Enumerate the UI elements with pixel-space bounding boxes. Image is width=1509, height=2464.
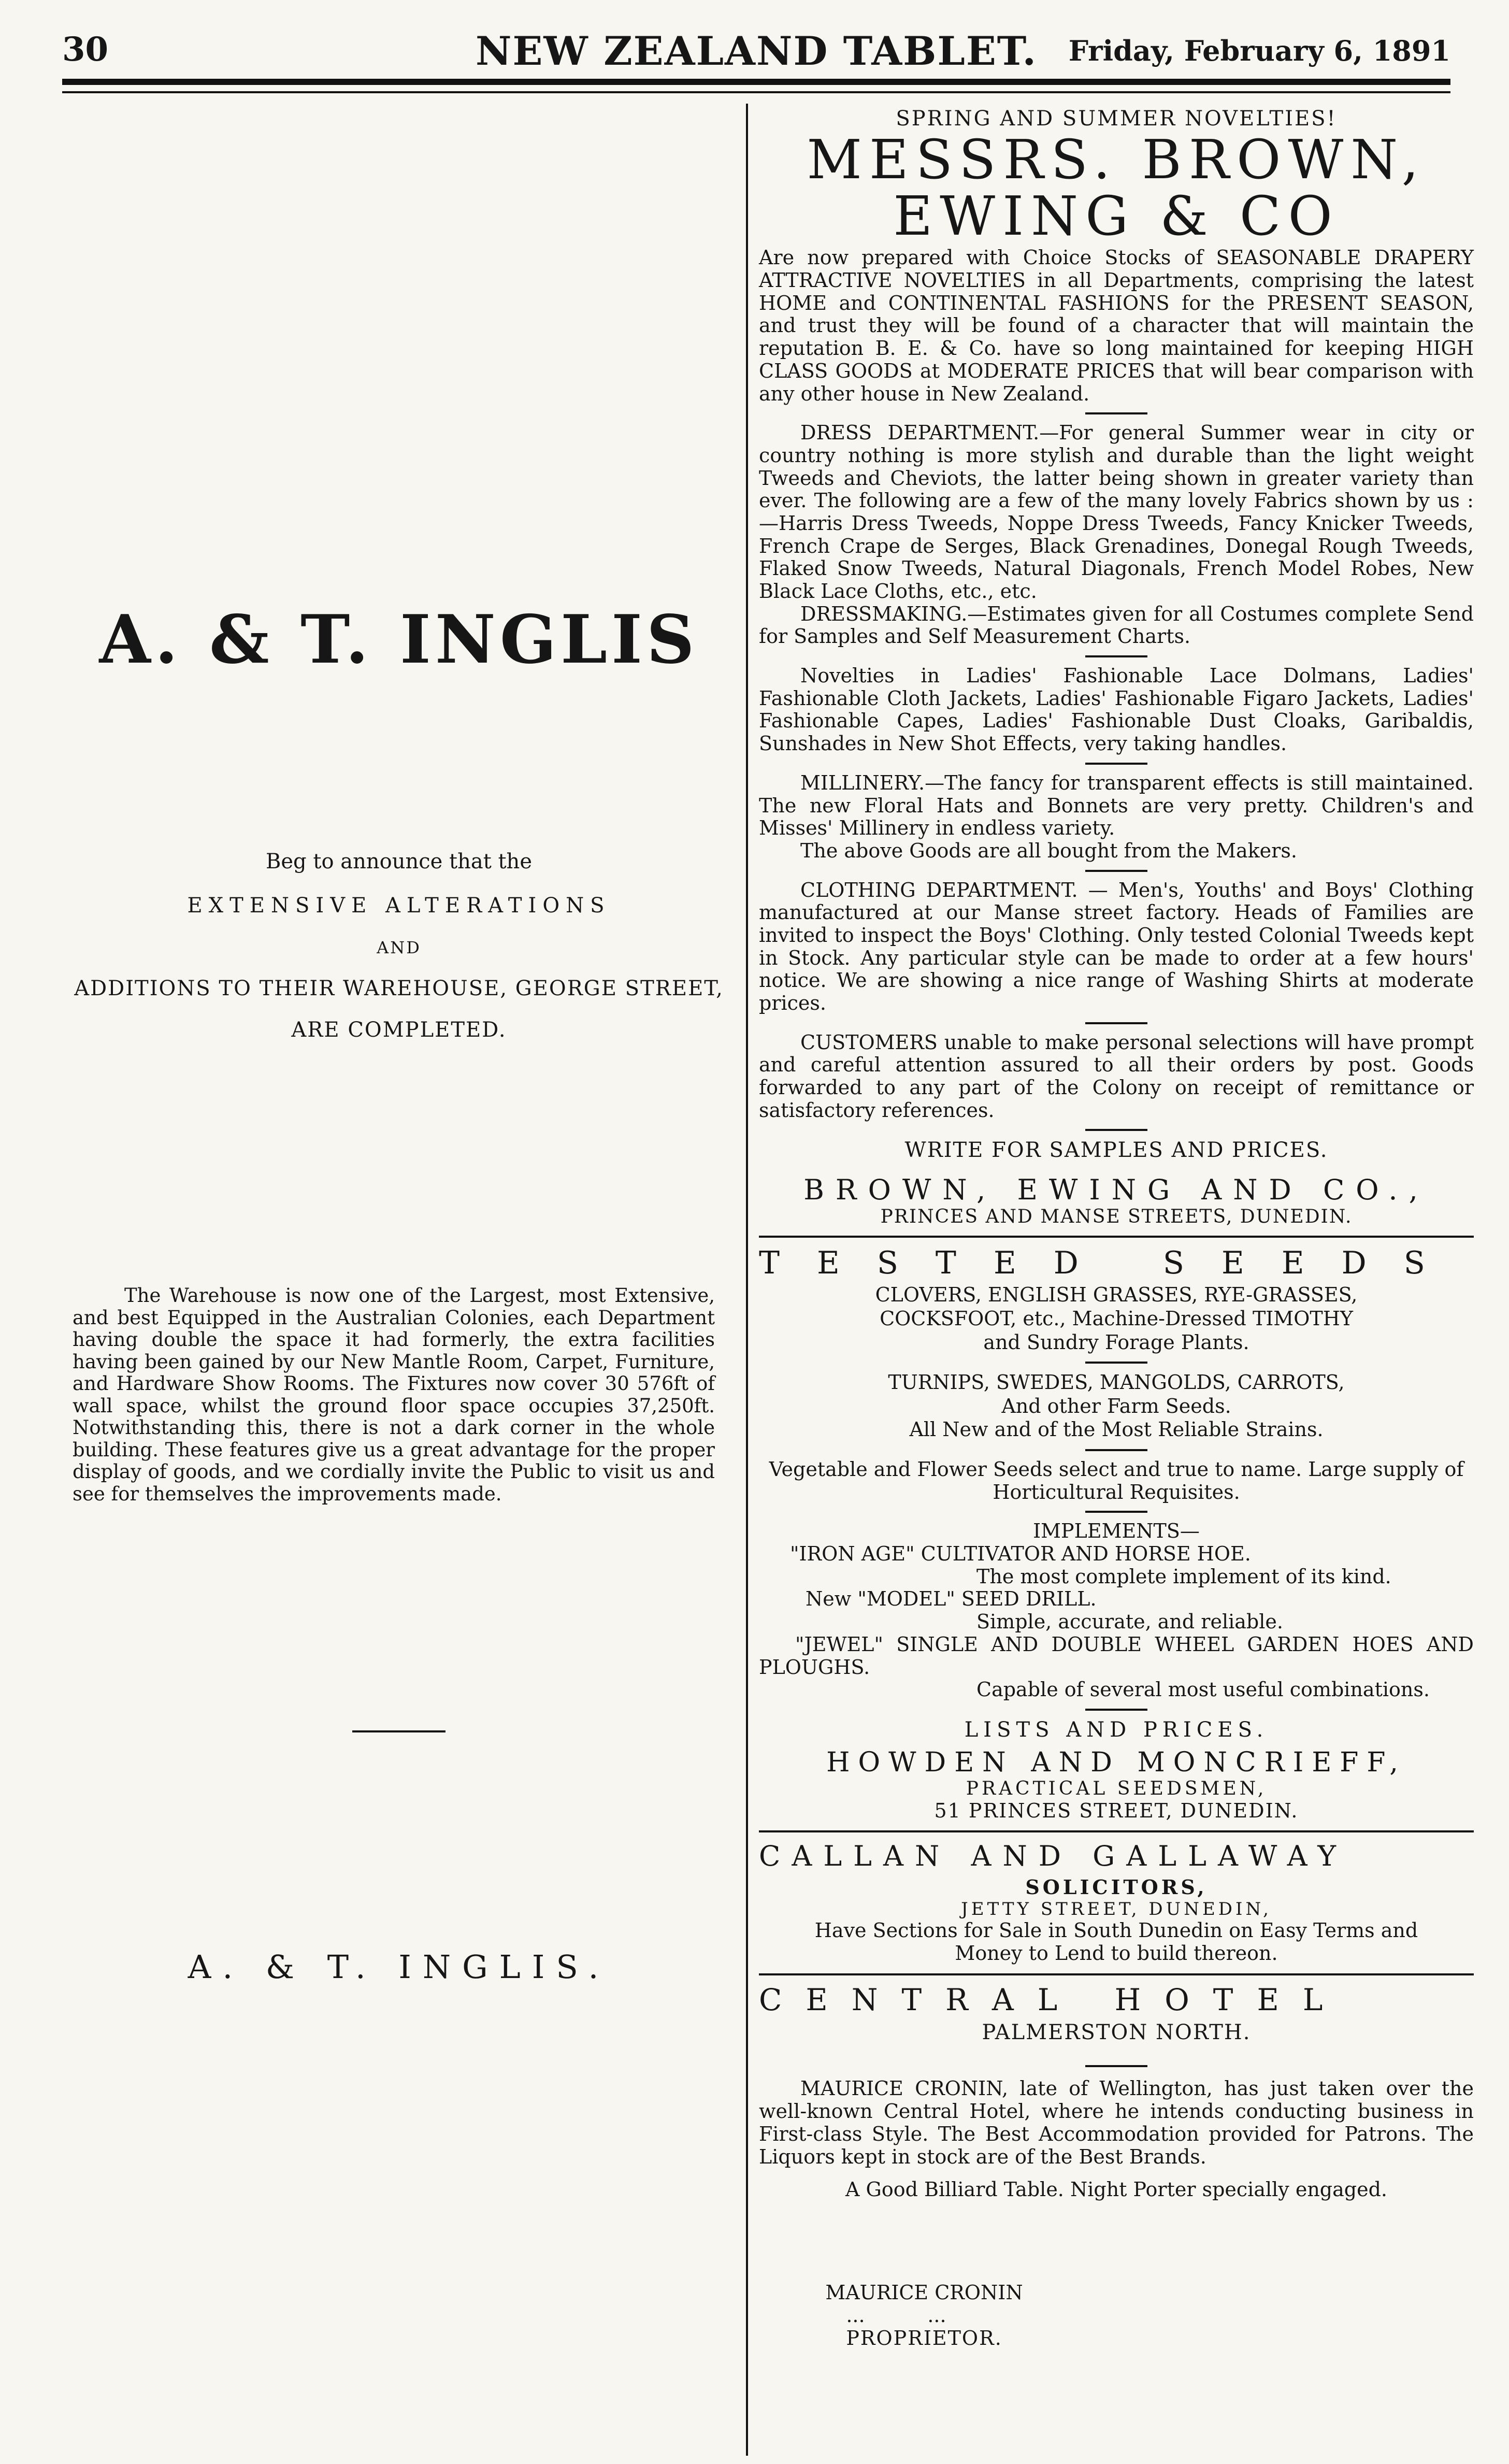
novelties-heading: SPRING AND SUMMER NOVELTIES! — [896, 107, 1337, 131]
implement-2: New "MODEL" SEED DRILL. — [806, 1587, 1097, 1611]
seeds-line-2: COCKSFOOT, etc., Machine-Dressed TIMOTHY — [880, 1307, 1353, 1330]
proprietor-dots: ... ... — [846, 2303, 946, 2327]
implement-1: "IRON AGE" CULTIVATOR AND HORSE HOE. — [790, 1542, 1251, 1566]
brown-ewing-address: PRINCES AND MANSE STREETS, DUNEDIN. — [880, 1206, 1353, 1228]
clothing-department: CLOTHING DEPARTMENT. — Men's, Youths' and Boys' Clothing manufactured at our Manse street factory. Heads of Families are invited to inspect the Boys' Clothing. Only tested Colonial Tweeds kept in Stock. Any particular style can be made to order at a few hours' notice. We are showing a nice range of Washing Shirts at moderate prices. — [759, 878, 1474, 1014]
brown-ewing-intro: Are now prepared with Choice Stocks of SEASONABLE DRAPERY ATTRACTIVE NOVELTIES in all Departments, comprising the latest HOME and CONTINENTAL FASHIONS for the PRESENT SEASON, and trust they will be found of a character that will maintain the reputation B. E. & Co. have so long maintained for keeping HIGH CLASS GOODS at MODERATE PRICES that will bear comparison with any other house in New Zealand. — [759, 246, 1474, 405]
issue-date: Friday, February 6, 1891 — [1068, 34, 1450, 67]
palmerston-north: PALMERSTON NORTH. — [982, 2021, 1251, 2045]
proprietor-name: MAURICE CRONIN — [825, 2281, 1023, 2304]
novelties-paragraph: Novelties in Ladies' Fashionable Lace Dolmans, Ladies' Fashionable Cloth Jackets, Ladies' Fashionable Figaro Jackets, Ladies' Fashionable Capes, Ladies' Fashionable Dust Cloaks, Garibaldis, Sunshades in New Shot Effects, very taking handles. — [759, 664, 1474, 755]
implements-heading: IMPLEMENTS— — [1033, 1520, 1200, 1543]
rule — [1085, 870, 1147, 872]
dress-department: DRESS DEPARTMENT.—For general Summer wear in city or country nothing is more stylish and durable than the light weight Tweeds and Cheviots, the latter being shown in greater variety than ever. The following are a few of the many lovely Fabrics shown by us :—Harris Dress Tweeds, Noppe Dress Tweeds, Fancy Knicker Tweeds, French Crape de Serges, Black Grenadines, Donegal Rough Tweeds, Flaked Snow Tweeds, Natural Diagonals, French Model Robes, New Black Lace Cloths, etc., etc. — [759, 421, 1474, 603]
lists-and-prices: LISTS AND PRICES. — [964, 1717, 1269, 1742]
implement-3: "JEWEL" SINGLE AND DOUBLE WHEEL GARDEN HOES AND PLOUGHS. — [759, 1632, 1474, 1679]
masthead-rule-thin — [62, 91, 1450, 93]
seeds-line-1: CLOVERS, ENGLISH GRASSES, RYE-GRASSES, — [875, 1283, 1358, 1307]
warehouse-paragraph: The Warehouse is now one of the Largest, most Extensive, and best Equipped in the Australian Colonies, each Department having double the space it had formerly, the extra facilities having been gained by our New Mantle Room, Carpet, Furniture, and Hardware Show Rooms. The Fixtures now cover 30 576ft of wall space, whilst the ground floor space occupies 37,250ft. Notwithstanding this, there is not a dark corner in the whole building. These features give us a great advantage for the proper display of goods, and we cordially invite the Public to visit us and see for themselves the improvements made. — [73, 1284, 715, 1505]
rule — [1085, 1362, 1147, 1364]
millinery: MILLINERY.—The fancy for transparent effects is still maintained. The new Floral Hats and Bonnets are very pretty. Children's and Misses' Millinery in endless variety. — [759, 771, 1474, 840]
announce-line-4: ADDITIONS TO THEIR WAREHOUSE, GEORGE STREET, — [74, 977, 724, 1000]
rule — [1085, 1709, 1147, 1711]
hotel-text: MAURICE CRONIN, late of Wellington, has just taken over the well-known Central Hotel, where he intends conducting business in First-class Style. The Best Accommodation provided for Patrons. The Liquors kept in stock are of the Best Brands. — [759, 2077, 1474, 2168]
left-separator — [352, 1730, 445, 1732]
vegetable-seeds: Vegetable and Flower Seeds select and true to name. Large supply of Horticultural Requisites. — [769, 1458, 1464, 1503]
seeds-line-4: TURNIPS, SWEDES, MANGOLDS, CARROTS, — [888, 1371, 1345, 1394]
implement-1-desc: The most complete implement of its kind. — [976, 1565, 1391, 1588]
implement-2-desc: Simple, accurate, and reliable. — [976, 1610, 1283, 1634]
column-divider — [746, 104, 748, 2456]
messrs-title: MESSRS. BROWN, EWING & CO — [807, 128, 1426, 248]
rule — [1085, 1449, 1147, 1451]
rule — [1085, 1022, 1147, 1024]
inglis-title: A. & T. INGLIS — [99, 601, 699, 679]
central-hotel-title: CENTRAL HOTEL — [759, 1982, 1347, 2017]
callan-text: Have Sections for Sale in South Dunedin on Easy Terms and Money to Lend to build thereon. — [814, 1919, 1418, 1965]
seeds-line-5: And other Farm Seeds. — [1001, 1394, 1231, 1417]
callan-title: CALLAN AND GALLAWAY — [759, 1839, 1348, 1872]
rule — [1085, 412, 1147, 414]
announce-line-5: ARE COMPLETED. — [291, 1018, 507, 1042]
section-rule — [759, 1236, 1474, 1238]
brown-ewing-firm: BROWN, EWING AND CO., — [803, 1173, 1429, 1207]
rule — [1085, 1511, 1147, 1513]
billiard-line: A Good Billiard Table. Night Porter specially engaged. — [845, 2178, 1388, 2201]
customers-paragraph: CUSTOMERS unable to make personal selections will have prompt and careful attention assured to all their orders by post. Goods forwarded to any part of the Colony on receipt of remittance or satisfactory references. — [759, 1030, 1474, 1122]
newspaper-title: NEW ZEALAND TABLET. — [475, 28, 1037, 74]
seeds-line-3: and Sundry Forage Plants. — [983, 1330, 1249, 1354]
rule — [1085, 1129, 1147, 1131]
tested-seeds-title: TESTED SEEDS — [759, 1245, 1462, 1282]
seeds-line-6: All New and of the Most Reliable Strains. — [909, 1418, 1324, 1441]
right-column — [759, 104, 1474, 2456]
rule — [1085, 763, 1147, 765]
seeds-street: 51 PRINCES STREET, DUNEDIN. — [934, 1799, 1299, 1822]
millinery-note: The above Goods are all bought from the Makers. — [800, 839, 1297, 862]
write-for-samples: WRITE FOR SAMPLES AND PRICES. — [904, 1138, 1328, 1163]
implement-3-desc: Capable of several most useful combinations. — [976, 1678, 1430, 1701]
masthead-rule-thick — [62, 79, 1450, 85]
dressmaking: DRESSMAKING.—Estimates given for all Costumes complete Send for Samples and Self Measurement Charts. — [759, 602, 1474, 648]
page-number: 30 — [62, 30, 109, 69]
inglis-advertisement — [62, 104, 736, 2445]
section-rule — [759, 1830, 1474, 1832]
howden-moncrieff: HOWDEN AND MONCRIEFF, — [826, 1746, 1406, 1778]
proprietor-label: PROPRIETOR. — [846, 2326, 1002, 2350]
rule — [1085, 655, 1147, 657]
announce-line-3: AND — [377, 938, 421, 957]
announce-line-1: Beg to announce that the — [265, 850, 532, 873]
jetty-street: JETTY STREET, DUNEDIN, — [961, 1899, 1272, 1920]
solicitors: SOLICITORS, — [1025, 1875, 1208, 1899]
masthead — [62, 30, 1450, 77]
practical-seedsmen: PRACTICAL SEEDSMEN, — [966, 1778, 1267, 1799]
inglis-signature: A. & T. INGLIS. — [188, 1948, 610, 1986]
section-rule — [759, 1973, 1474, 1975]
announce-line-2: EXTENSIVE ALTERATIONS — [187, 894, 611, 918]
rule — [1085, 2065, 1147, 2067]
